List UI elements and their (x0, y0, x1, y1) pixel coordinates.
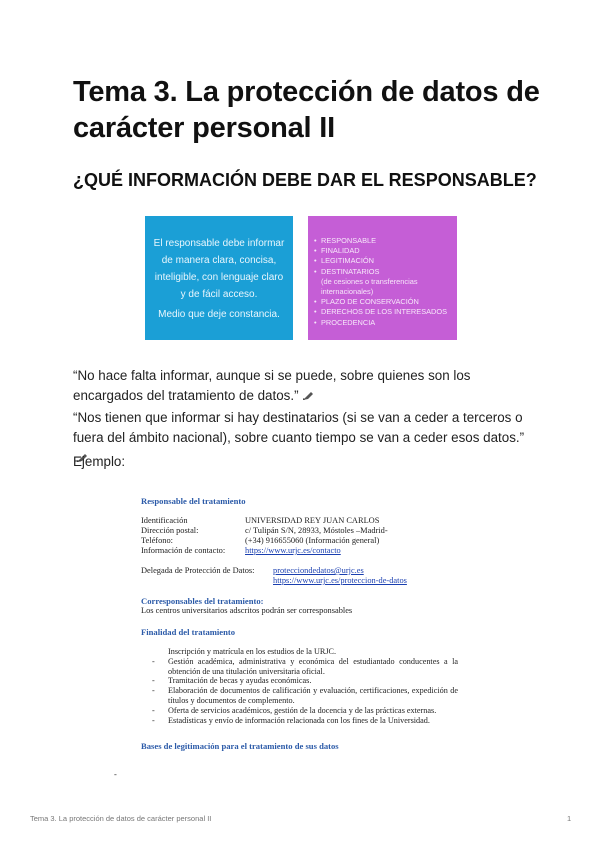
list-item-text: Estadísticas y envío de información relacionada con los fines de la Universidad. (168, 715, 430, 725)
dpd-email-link[interactable]: protecciondedatos@urjc.es (273, 566, 364, 575)
page-number: 1 (567, 814, 572, 823)
row-key: Teléfono: (141, 536, 173, 545)
info-item: • PROCEDENCIA (314, 318, 453, 328)
list-item: - Estadísticas y envío de información relacionada con los fines de la Universidad. (152, 715, 430, 725)
info-item-note: (de cesiones o transferencias (321, 276, 418, 286)
paragraph-text: “Nos tienen que informar si hay destinatarios (si se van a ceder a terceros o fuera del ámbito nacional), sobre cuanto tiempo se van a ceder esos datos.” (73, 410, 525, 445)
info-items-list (314, 236, 453, 277)
row-value: c/ Tulipán S/N, 28933, Móstoles –Madrid- (245, 526, 388, 535)
info-item: • RESPONSABLE (314, 236, 453, 246)
row-key: Delegada de Protección de Datos: (141, 566, 255, 575)
info-item: • DESTINATARIOS (314, 267, 453, 277)
list-item-text: Inscripción y matrícula en los estudios de la URJC. (168, 647, 337, 656)
finalidad-list (146, 647, 458, 725)
example-row (141, 566, 364, 575)
info-item: • DERECHOS DE LOS INTERESADOS (314, 307, 453, 317)
example-heading-bases: Bases de legitimación para el tratamiento de sus datos (141, 741, 339, 751)
section-heading: ¿QUÉ INFORMACIÓN DEBE DAR EL RESPONSABLE? (73, 170, 537, 190)
info-item-note: internacionales) (321, 287, 374, 297)
blue-box-line: y de fácil acceso. (180, 289, 258, 300)
row-value: (+34) 916655060 (Información general) (245, 536, 380, 545)
dpd-url-link[interactable]: https://www.urjc.es/proteccion-de-datos (273, 576, 407, 585)
pen-icon (302, 391, 314, 401)
list-item: - Elaboración de documentos de calificación y evaluación, certificaciones, expedición de títulos y documentos de complemento. (152, 686, 458, 705)
blue-box-line: inteligible, con lenguaje claro (154, 272, 284, 283)
example-row (273, 576, 407, 585)
example-text: Los centros universitarios adscritos podrán ser corresponsables (141, 606, 353, 615)
list-item: - Tramitación de becas y ayudas económicas. (152, 676, 312, 686)
info-item: • FINALIDAD (314, 246, 453, 256)
list-item-text: Tramitación de becas y ayudas económicas. (168, 676, 312, 686)
info-box-blue (145, 216, 293, 340)
example-heading-finalidad: Finalidad del tratamiento (141, 627, 236, 637)
list-item (146, 647, 458, 657)
list-item-text: Elaboración de documentos de calificación y evaluación, certificaciones, expedición de títulos y documentos de complemento. (168, 686, 458, 705)
example-heading-responsable: Responsable del tratamiento (141, 496, 246, 506)
row-key: Información de contacto: (141, 546, 226, 555)
blue-box-line: El responsable debe informar (153, 238, 285, 249)
paragraph (73, 366, 533, 406)
row-key: Identificación (141, 516, 188, 525)
example-dash: - (114, 770, 117, 779)
list-item: - Gestión académica, administrativa y económica del estudiantado conducentes a la obtención de una titulación universitaria oficial. (152, 656, 458, 676)
list-item-text: Oferta de servicios académicos, gestión de la docencia y de las prácticas externas. (168, 705, 437, 715)
example-heading-corresponsables: Corresponsables del tratamiento: (141, 596, 264, 606)
blue-box-line: Medio que deje constancia. (158, 309, 280, 320)
info-items-list (314, 297, 453, 328)
example-row (141, 516, 379, 525)
example-row (141, 546, 341, 555)
example-row (141, 526, 388, 535)
paragraph-text: “No hace falta informar, aunque si se puede, sobre quienes son los encargados del tratamiento de datos.” (73, 368, 471, 403)
list-item-text: Gestión académica, administrativa y económica del estudiantado conducentes a la obtención de una titulación universitaria oficial. (168, 656, 458, 676)
row-value: UNIVERSIDAD REY JUAN CARLOS (245, 516, 380, 525)
contact-link[interactable]: https://www.urjc.es/contacto (245, 546, 341, 555)
blue-box-line: de manera clara, concisa, (161, 255, 277, 266)
info-item: • PLAZO DE CONSERVACIÓN (314, 297, 453, 307)
footer-title: Tema 3. La protección de datos de carácter personal II (30, 814, 212, 823)
example-row (141, 536, 379, 545)
example-label: Ejemplo: (73, 454, 126, 469)
info-item: • LEGITIMACIÓN (314, 256, 453, 266)
row-key: Dirección postal: (141, 526, 199, 535)
list-item: - Oferta de servicios académicos, gestión de la docencia y de las prácticas externas. (152, 705, 437, 715)
info-box-purple (308, 216, 457, 340)
page-title: Tema 3. La protección de datos de carácter personal II (73, 76, 540, 144)
